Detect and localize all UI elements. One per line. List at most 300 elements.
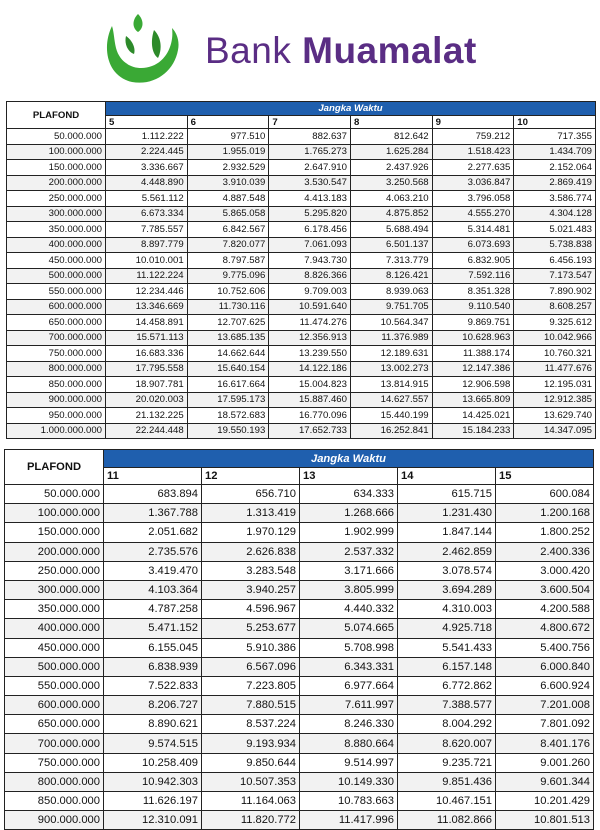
installment-cell: 3.910.039	[187, 175, 269, 191]
installment-cell: 2.224.445	[106, 144, 188, 160]
installment-cell: 4.875.852	[350, 206, 432, 222]
plafond-cell: 650.000.000	[7, 315, 106, 331]
installment-cell: 7.880.515	[202, 696, 300, 715]
installment-cell: 6.673.334	[106, 206, 188, 222]
table-row	[5, 734, 594, 753]
installment-cell: 11.477.676	[514, 361, 596, 377]
installment-cell: 3.940.257	[202, 580, 300, 599]
table-row	[5, 657, 594, 676]
installment-cell: 3.336.667	[106, 160, 188, 176]
installment-cell: 15.004.823	[269, 377, 351, 393]
installment-cell: 11.082.866	[398, 811, 496, 830]
installment-cell: 8.797.587	[187, 253, 269, 269]
installment-cell: 882.637	[269, 129, 351, 145]
installment-cell: 8.608.257	[514, 299, 596, 315]
table-row	[5, 811, 594, 830]
table-row	[7, 175, 596, 191]
bank-name	[205, 30, 477, 72]
installment-cell: 5.021.483	[514, 222, 596, 238]
plafond-cell: 550.000.000	[5, 676, 104, 695]
installment-cell: 6.343.331	[300, 657, 398, 676]
installment-cell: 5.295.820	[269, 206, 351, 222]
term-column-header: 12	[202, 468, 300, 485]
installment-cell: 6.155.045	[104, 638, 202, 657]
installment-cell: 2.537.332	[300, 542, 398, 561]
installment-cell: 4.555.270	[432, 206, 514, 222]
plafond-cell: 200.000.000	[7, 175, 106, 191]
installment-cell: 6.501.137	[350, 237, 432, 253]
table-row	[5, 676, 594, 695]
plafond-cell: 950.000.000	[7, 408, 106, 424]
installment-cell: 15.440.199	[350, 408, 432, 424]
table-row	[5, 619, 594, 638]
installment-cell: 9.851.436	[398, 772, 496, 791]
table-row	[7, 346, 596, 362]
installment-cell: 10.201.429	[496, 792, 594, 811]
installment-cell: 1.200.168	[496, 504, 594, 523]
installment-cell: 977.510	[187, 129, 269, 145]
installment-cell: 1.955.019	[187, 144, 269, 160]
table-row	[5, 696, 594, 715]
installment-cell: 2.735.576	[104, 542, 202, 561]
term-column-header: 13	[300, 468, 398, 485]
installment-cell: 14.627.557	[350, 392, 432, 408]
installment-cell: 1.765.273	[269, 144, 351, 160]
installment-cell: 11.388.174	[432, 346, 514, 362]
plafond-cell: 150.000.000	[5, 523, 104, 542]
installment-cell: 9.574.515	[104, 734, 202, 753]
plafond-cell: 300.000.000	[5, 580, 104, 599]
installment-cell: 1.847.144	[398, 523, 496, 542]
installment-cell: 17.595.173	[187, 392, 269, 408]
installment-cell: 16.617.664	[187, 377, 269, 393]
installment-cell: 13.814.915	[350, 377, 432, 393]
installment-cell: 10.783.663	[300, 792, 398, 811]
plafond-cell: 400.000.000	[5, 619, 104, 638]
installment-cell: 10.801.513	[496, 811, 594, 830]
installment-cell: 6.157.148	[398, 657, 496, 676]
installment-cell: 1.970.129	[202, 523, 300, 542]
installment-cell: 1.800.252	[496, 523, 594, 542]
installment-cell: 6.073.693	[432, 237, 514, 253]
plafond-cell: 200.000.000	[5, 542, 104, 561]
installment-cell: 12.912.385	[514, 392, 596, 408]
installment-cell: 2.051.682	[104, 523, 202, 542]
installment-cell: 11.626.197	[104, 792, 202, 811]
installment-cell: 615.715	[398, 485, 496, 504]
installment-cell: 5.074.665	[300, 619, 398, 638]
table-row	[5, 504, 594, 523]
installment-cell: 5.253.677	[202, 619, 300, 638]
installment-cell: 9.850.644	[202, 753, 300, 772]
installment-cell: 1.313.419	[202, 504, 300, 523]
installment-cell: 4.787.258	[104, 600, 202, 619]
installment-cell: 6.838.939	[104, 657, 202, 676]
table-row	[7, 361, 596, 377]
installment-cell: 5.471.152	[104, 619, 202, 638]
jangka-waktu-header: Jangka Waktu	[106, 102, 596, 116]
installment-cell: 1.518.423	[432, 144, 514, 160]
installment-cell: 15.887.460	[269, 392, 351, 408]
installment-cell: 6.600.924	[496, 676, 594, 695]
installment-cell: 11.820.772	[202, 811, 300, 830]
installment-cell: 3.419.470	[104, 561, 202, 580]
installment-cell: 2.152.064	[514, 160, 596, 176]
installment-cell: 9.601.344	[496, 772, 594, 791]
installment-cell: 5.541.433	[398, 638, 496, 657]
plafond-cell: 500.000.000	[7, 268, 106, 284]
installment-cell: 3.586.774	[514, 191, 596, 207]
plafond-cell: 850.000.000	[5, 792, 104, 811]
installment-cell: 18.572.683	[187, 408, 269, 424]
installment-cell: 7.061.093	[269, 237, 351, 253]
installment-cell: 6.832.905	[432, 253, 514, 269]
table-row	[7, 284, 596, 300]
plafond-header: PLAFOND	[7, 102, 106, 129]
installment-cell: 4.925.718	[398, 619, 496, 638]
installment-cell: 7.943.730	[269, 253, 351, 269]
installment-cell: 634.333	[300, 485, 398, 504]
table-row	[5, 792, 594, 811]
table-row	[5, 542, 594, 561]
installment-cell: 7.223.805	[202, 676, 300, 695]
installment-cell: 3.250.568	[350, 175, 432, 191]
installment-cell: 9.193.934	[202, 734, 300, 753]
installment-cell: 13.002.273	[350, 361, 432, 377]
plafond-cell: 900.000.000	[5, 811, 104, 830]
installment-cell: 12.189.631	[350, 346, 432, 362]
table-row	[7, 408, 596, 424]
table-row	[7, 222, 596, 238]
installment-cell: 4.103.364	[104, 580, 202, 599]
installment-cell: 3.600.504	[496, 580, 594, 599]
installment-cell: 2.400.336	[496, 542, 594, 561]
bank-muamalat-logo-icon	[92, 6, 188, 94]
installment-cell: 10.628.963	[432, 330, 514, 346]
installment-cell: 11.122.224	[106, 268, 188, 284]
installment-cell: 8.537.224	[202, 715, 300, 734]
installment-cell: 2.869.419	[514, 175, 596, 191]
installment-cell: 13.629.740	[514, 408, 596, 424]
installment-cell: 15.184.233	[432, 423, 514, 439]
installment-cell: 3.283.548	[202, 561, 300, 580]
installment-cell: 2.277.635	[432, 160, 514, 176]
installment-cell: 11.417.996	[300, 811, 398, 830]
installment-cell: 2.932.529	[187, 160, 269, 176]
term-column-header: 9	[432, 116, 514, 129]
installment-cell: 8.939.063	[350, 284, 432, 300]
installment-cell: 11.474.276	[269, 315, 351, 331]
plafond-cell: 550.000.000	[7, 284, 106, 300]
table-row	[7, 268, 596, 284]
installment-cell: 12.147.386	[432, 361, 514, 377]
installment-cell: 7.388.577	[398, 696, 496, 715]
installment-cell: 12.195.031	[514, 377, 596, 393]
installment-cell: 9.110.540	[432, 299, 514, 315]
installment-cell: 12.234.446	[106, 284, 188, 300]
installment-cell: 3.078.574	[398, 561, 496, 580]
installment-cell: 10.591.640	[269, 299, 351, 315]
term-column-header: 10	[514, 116, 596, 129]
installment-cell: 9.751.705	[350, 299, 432, 315]
plafond-cell: 50.000.000	[7, 129, 106, 145]
installment-cell: 19.550.193	[187, 423, 269, 439]
installment-cell: 5.910.386	[202, 638, 300, 657]
installment-cell: 6.000.840	[496, 657, 594, 676]
installment-cell: 12.707.625	[187, 315, 269, 331]
installment-cell: 10.564.347	[350, 315, 432, 331]
table-row	[5, 753, 594, 772]
installment-cell: 10.942.303	[104, 772, 202, 791]
term-column-header: 5	[106, 116, 188, 129]
table-row	[7, 191, 596, 207]
installment-cell: 7.801.092	[496, 715, 594, 734]
jangka-waktu-header: Jangka Waktu	[104, 450, 594, 468]
installment-cell: 17.652.733	[269, 423, 351, 439]
plafond-cell: 150.000.000	[7, 160, 106, 176]
term-column-header: 15	[496, 468, 594, 485]
installment-cell: 11.164.063	[202, 792, 300, 811]
installment-cell: 4.596.967	[202, 600, 300, 619]
installment-cell: 4.304.128	[514, 206, 596, 222]
table-row	[7, 423, 596, 439]
header	[0, 0, 600, 98]
installment-cell: 6.178.456	[269, 222, 351, 238]
installment-cell: 12.310.091	[104, 811, 202, 830]
installment-cell: 8.351.328	[432, 284, 514, 300]
plafond-cell: 500.000.000	[5, 657, 104, 676]
installment-cell: 3.000.420	[496, 561, 594, 580]
installment-cell: 5.865.058	[187, 206, 269, 222]
installment-cell: 13.665.809	[432, 392, 514, 408]
installment-cell: 2.647.910	[269, 160, 351, 176]
installment-cell: 12.906.598	[432, 377, 514, 393]
installment-cell: 14.662.644	[187, 346, 269, 362]
table-row	[5, 523, 594, 542]
installment-cell: 1.112.222	[106, 129, 188, 145]
table-row	[5, 580, 594, 599]
installment-cell: 4.310.003	[398, 600, 496, 619]
installment-cell: 10.507.353	[202, 772, 300, 791]
installment-cell: 7.522.833	[104, 676, 202, 695]
installment-cell: 10.042.966	[514, 330, 596, 346]
installment-cell: 14.458.891	[106, 315, 188, 331]
installment-cell: 7.592.116	[432, 268, 514, 284]
plafond-cell: 350.000.000	[5, 600, 104, 619]
plafond-cell: 300.000.000	[7, 206, 106, 222]
table-row	[5, 561, 594, 580]
installment-cell: 717.355	[514, 129, 596, 145]
installment-cell: 3.694.289	[398, 580, 496, 599]
installment-cell: 10.149.330	[300, 772, 398, 791]
installment-cell: 1.268.666	[300, 504, 398, 523]
term-column-header: 6	[187, 116, 269, 129]
installment-cell: 8.620.007	[398, 734, 496, 753]
installment-cell: 7.201.008	[496, 696, 594, 715]
installment-cell: 8.880.664	[300, 734, 398, 753]
installment-cell: 5.561.112	[106, 191, 188, 207]
installment-cell: 4.887.548	[187, 191, 269, 207]
installment-cell: 2.437.926	[350, 160, 432, 176]
table-row	[5, 638, 594, 657]
installment-cell: 8.401.176	[496, 734, 594, 753]
plafond-cell: 400.000.000	[7, 237, 106, 253]
plafond-cell: 250.000.000	[5, 561, 104, 580]
table-row	[7, 299, 596, 315]
installment-cell: 2.626.838	[202, 542, 300, 561]
installment-cell: 656.710	[202, 485, 300, 504]
term-column-header: 8	[350, 116, 432, 129]
installment-cell: 10.760.321	[514, 346, 596, 362]
table-row	[7, 129, 596, 145]
installment-cell: 16.252.841	[350, 423, 432, 439]
plafond-cell: 850.000.000	[7, 377, 106, 393]
plafond-cell: 100.000.000	[7, 144, 106, 160]
installment-cell: 759.212	[432, 129, 514, 145]
term-column-header: 7	[269, 116, 351, 129]
plafond-cell: 1.000.000.000	[7, 423, 106, 439]
installment-cell: 9.001.260	[496, 753, 594, 772]
installment-cell: 14.347.095	[514, 423, 596, 439]
plafond-cell: 100.000.000	[5, 504, 104, 523]
plafond-cell: 600.000.000	[7, 299, 106, 315]
installment-cell: 4.063.210	[350, 191, 432, 207]
table-row	[7, 330, 596, 346]
table-row	[5, 715, 594, 734]
installment-cell: 9.325.612	[514, 315, 596, 331]
installment-cell: 14.122.186	[269, 361, 351, 377]
installment-cell: 600.084	[496, 485, 594, 504]
plafond-cell: 600.000.000	[5, 696, 104, 715]
table-row	[7, 206, 596, 222]
table-row	[7, 144, 596, 160]
installment-cell: 7.313.779	[350, 253, 432, 269]
installment-cell: 9.235.721	[398, 753, 496, 772]
table-row	[5, 600, 594, 619]
installment-cell: 7.890.902	[514, 284, 596, 300]
installment-cell: 15.571.113	[106, 330, 188, 346]
installment-cell: 13.685.135	[187, 330, 269, 346]
installment-cell: 18.907.781	[106, 377, 188, 393]
plafond-cell: 750.000.000	[7, 346, 106, 362]
table-row	[7, 237, 596, 253]
plafond-cell: 750.000.000	[5, 753, 104, 772]
installment-cell: 5.738.838	[514, 237, 596, 253]
installment-cell: 8.206.727	[104, 696, 202, 715]
installment-cell: 13.346.669	[106, 299, 188, 315]
installment-cell: 16.683.336	[106, 346, 188, 362]
installment-cell: 10.010.001	[106, 253, 188, 269]
plafond-cell: 450.000.000	[5, 638, 104, 657]
installment-cell: 10.467.151	[398, 792, 496, 811]
installment-cell: 7.820.077	[187, 237, 269, 253]
installment-cell: 6.567.096	[202, 657, 300, 676]
installment-cell: 3.796.058	[432, 191, 514, 207]
installment-cell: 5.708.998	[300, 638, 398, 657]
installment-cell: 4.413.183	[269, 191, 351, 207]
installment-cell: 22.244.448	[106, 423, 188, 439]
plafond-cell: 800.000.000	[7, 361, 106, 377]
installment-cell: 5.314.481	[432, 222, 514, 238]
installment-cell: 10.258.409	[104, 753, 202, 772]
installment-cell: 3.171.666	[300, 561, 398, 580]
brand-word-bank: Bank	[205, 30, 292, 71]
installment-cell: 683.894	[104, 485, 202, 504]
installment-cell: 9.869.751	[432, 315, 514, 331]
table-row	[7, 315, 596, 331]
brand-word-muamalat: Muamalat	[302, 30, 477, 71]
installment-cell: 4.200.588	[496, 600, 594, 619]
table-row	[5, 485, 594, 504]
plafond-cell: 800.000.000	[5, 772, 104, 791]
plafond-cell: 650.000.000	[5, 715, 104, 734]
installment-cell: 8.826.366	[269, 268, 351, 284]
table-row	[7, 392, 596, 408]
installment-cell: 3.036.847	[432, 175, 514, 191]
installment-cell: 9.775.096	[187, 268, 269, 284]
installment-cell: 812.642	[350, 129, 432, 145]
table-row	[7, 377, 596, 393]
installment-cell: 7.173.547	[514, 268, 596, 284]
installment-cell: 4.440.332	[300, 600, 398, 619]
installment-table-11-15	[4, 449, 594, 830]
installment-cell: 20.020.003	[106, 392, 188, 408]
installment-cell: 11.730.116	[187, 299, 269, 315]
table-row	[7, 160, 596, 176]
plafond-cell: 450.000.000	[7, 253, 106, 269]
installment-cell: 8.004.292	[398, 715, 496, 734]
plafond-cell: 50.000.000	[5, 485, 104, 504]
installment-cell: 1.231.430	[398, 504, 496, 523]
plafond-header: PLAFOND	[5, 450, 104, 485]
plafond-cell: 250.000.000	[7, 191, 106, 207]
installment-cell: 5.400.756	[496, 638, 594, 657]
installment-cell: 6.842.567	[187, 222, 269, 238]
installment-cell: 1.367.788	[104, 504, 202, 523]
installment-cell: 4.448.890	[106, 175, 188, 191]
installment-cell: 6.456.193	[514, 253, 596, 269]
plafond-cell: 700.000.000	[5, 734, 104, 753]
installment-cell: 21.132.225	[106, 408, 188, 424]
installment-cell: 7.785.557	[106, 222, 188, 238]
installment-cell: 15.640.154	[187, 361, 269, 377]
installment-cell: 1.902.999	[300, 523, 398, 542]
installment-cell: 8.246.330	[300, 715, 398, 734]
installment-table-5-10	[6, 101, 596, 439]
installment-cell: 6.772.862	[398, 676, 496, 695]
plafond-cell: 700.000.000	[7, 330, 106, 346]
plafond-cell: 350.000.000	[7, 222, 106, 238]
installment-cell: 1.625.284	[350, 144, 432, 160]
table-row	[5, 772, 594, 791]
installment-cell: 4.800.672	[496, 619, 594, 638]
installment-cell: 8.890.621	[104, 715, 202, 734]
installment-cell: 9.709.003	[269, 284, 351, 300]
installment-cell: 16.770.096	[269, 408, 351, 424]
installment-cell: 13.239.550	[269, 346, 351, 362]
installment-cell: 3.805.999	[300, 580, 398, 599]
installment-cell: 7.611.997	[300, 696, 398, 715]
installment-cell: 14.425.021	[432, 408, 514, 424]
term-column-header: 11	[104, 468, 202, 485]
table-row	[7, 253, 596, 269]
installment-cell: 8.897.779	[106, 237, 188, 253]
installment-cell: 17.795.558	[106, 361, 188, 377]
installment-cell: 6.977.664	[300, 676, 398, 695]
installment-cell: 12.356.913	[269, 330, 351, 346]
installment-cell: 5.688.494	[350, 222, 432, 238]
installment-cell: 2.462.859	[398, 542, 496, 561]
